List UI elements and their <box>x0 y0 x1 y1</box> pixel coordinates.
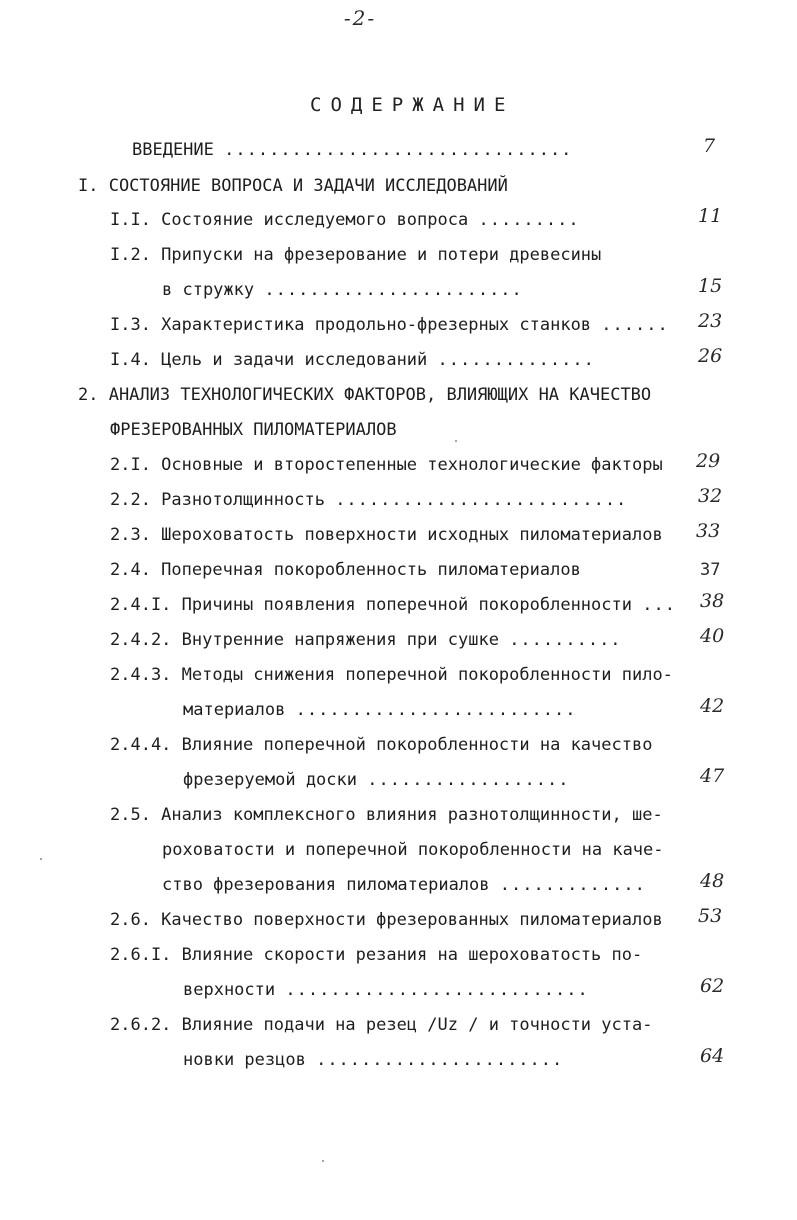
toc-entry-page: 11 <box>698 205 723 227</box>
toc-entry-2-5-cont2 <box>162 871 646 899</box>
leader-dots: .................. <box>367 770 570 790</box>
page-number: -2- <box>343 6 377 30</box>
toc-entry-page: 29 <box>696 450 721 472</box>
toc-entry-2-6-1: 2.6.I. Влияние скорости резания на шероховатость по- <box>110 945 643 965</box>
toc-entry-label: 2.2. Разнотолщинность <box>110 490 325 510</box>
toc-entry-2-4-3-cont <box>183 696 576 724</box>
toc-entry-2-6: 2.6. Качество поверхности фрезерованных пиломатериалов <box>110 910 663 930</box>
toc-entry-page: 48 <box>700 870 725 892</box>
toc-entry-page: 7 <box>703 135 716 157</box>
toc-entry-page: 15 <box>698 275 723 297</box>
toc-entry-label: I.4. Цель и задачи исследований <box>110 350 428 370</box>
toc-entry-2-3: 2.3. Шероховатость поверхности исходных пиломатериалов <box>110 525 663 545</box>
page-title: СОДЕРЖАНИЕ <box>310 94 515 116</box>
toc-entry-2-5: 2.5. Анализ комплексного влияния разнотолщинности, ше- <box>110 805 663 825</box>
toc-entry-label: в стружку <box>162 280 255 300</box>
toc-entry-page: 32 <box>698 485 723 507</box>
toc-entry-2-6-2: 2.6.2. Влияние подачи на резец /Uz / и точности уста- <box>110 1015 653 1035</box>
leader-dots: ....................... <box>264 280 523 300</box>
leader-dots: .......... <box>509 630 622 650</box>
toc-entry-2-4-1 <box>110 591 676 619</box>
toc-entry-label: I.I. Состояние исследуемого вопроса <box>110 210 469 230</box>
toc-entry-page: 53 <box>698 905 723 927</box>
toc-entry-label: ВВЕДЕНИЕ <box>132 140 214 160</box>
toc-entry-1-2-cont <box>162 276 523 304</box>
toc-entry-label: фрезеруемой доски <box>183 770 357 790</box>
toc-entry-label: материалов <box>183 700 286 720</box>
scan-speck <box>322 1160 324 1162</box>
toc-entry-label: 2.4.I. Причины появления поперечной покоробленности <box>110 595 632 615</box>
toc-entry-page: 37 <box>700 560 721 580</box>
toc-entry-page: 33 <box>696 520 721 542</box>
toc-entry-1-4 <box>110 346 595 374</box>
leader-dots: ......................... <box>295 700 577 720</box>
toc-entry-1-3 <box>110 311 669 339</box>
toc-entry-1-2: I.2. Припуски на фрезерование и потери древесины <box>110 245 602 265</box>
toc-entry-page: 40 <box>700 625 725 647</box>
toc-entry-2-2 <box>110 486 627 514</box>
toc-entry-page: 38 <box>700 590 725 612</box>
toc-section-2: 2. АНАЛИЗ ТЕХНОЛОГИЧЕСКИХ ФАКТОРОВ, ВЛИЯЮЩИХ НА КАЧЕСТВО <box>78 385 652 405</box>
toc-entry-2-6-2-cont <box>183 1046 563 1074</box>
toc-entry-label: верхности <box>183 980 276 1000</box>
toc-entry-2-4-2 <box>110 626 622 654</box>
toc-entry-1-1 <box>110 206 580 234</box>
leader-dots: ...... <box>601 315 669 335</box>
leader-dots: ... <box>642 595 676 615</box>
toc-entry-2-4-4: 2.4.4. Влияние поперечной покоробленности на качество <box>110 735 653 755</box>
toc-entry-label: I.3. Характеристика продольно-фрезерных станков <box>110 315 592 335</box>
toc-entry-2-1: 2.I. Основные и второстепенные технологические факторы <box>110 455 663 475</box>
toc-entry-label: новки резцов <box>183 1050 306 1070</box>
toc-section-1: I. СОСТОЯНИЕ ВОПРОСА И ЗАДАЧИ ИССЛЕДОВАНИЙ <box>78 176 508 196</box>
toc-entry-label: 2.4.2. Внутренние напряжения при сушке <box>110 630 499 650</box>
leader-dots: ............. <box>499 875 646 895</box>
toc-entry-page: 62 <box>700 975 725 997</box>
toc-entry-page: 47 <box>700 765 725 787</box>
toc-entry-page: 42 <box>700 695 725 717</box>
scan-speck <box>455 440 457 442</box>
toc-entry-intro <box>132 136 572 164</box>
toc-entry-2-4-3: 2.4.3. Методы снижения поперечной покоробленности пило- <box>110 665 673 685</box>
toc-section-2-cont: ФРЕЗЕРОВАННЫХ ПИЛОМАТЕРИАЛОВ <box>110 420 397 440</box>
toc-entry-page: 64 <box>700 1045 725 1067</box>
toc-entry-2-4-4-cont <box>183 766 569 794</box>
leader-dots: ...................... <box>316 1050 564 1070</box>
toc-entry-2-5-cont: роховатости и поперечной покоробленности на каче- <box>162 840 664 860</box>
leader-dots: ............................... <box>224 140 573 160</box>
toc-entry-page: 26 <box>698 345 723 367</box>
leader-dots: .......................... <box>335 490 628 510</box>
toc-entry-2-4: 2.4. Поперечная покоробленность пиломатериалов <box>110 560 581 580</box>
toc-entry-page: 23 <box>698 310 723 332</box>
toc-entry-label: ство фрезерования пиломатериалов <box>162 875 490 895</box>
scan-speck <box>40 858 42 860</box>
leader-dots: ........................... <box>285 980 589 1000</box>
leader-dots: .............. <box>437 350 595 370</box>
leader-dots: ......... <box>478 210 580 230</box>
toc-entry-2-6-1-cont <box>183 976 589 1004</box>
